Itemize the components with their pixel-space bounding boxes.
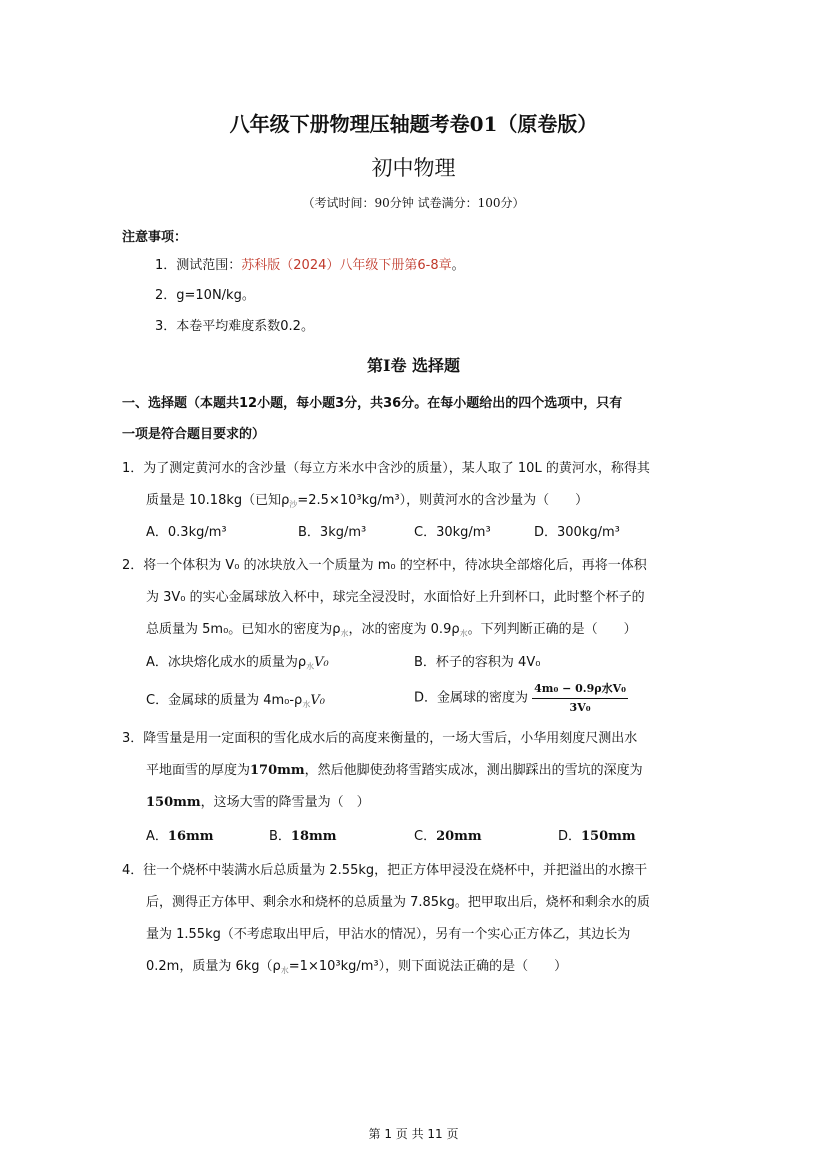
q3-option-c [414,828,482,846]
q3-option-d-value: 150mm [581,829,636,844]
q2-line-2: 为 3V₀ 的实心金属球放入杯中，球完全浸没时，水面恰好上升到杯口，此时整个杯子的 [146,590,645,605]
exam-info: （考试时间：90分钟 试卷满分：100分） [302,196,525,210]
q1-line-2 [146,492,588,514]
q2-line-1: 2．将一个体积为 V₀ 的冰块放入一个质量为 m₀ 的空杯中，待冰块全部熔化后，再将一体积 [122,558,647,573]
q4-line-3: 量为 1.55kg（不考虑取出甲后，甲沾水的情况），另有一个实心正方体乙，其边长为 [146,927,631,942]
q2-line-3-b: ，冰的密度为 0.9ρ [348,622,460,637]
q3-option-d [558,828,636,846]
q2-option-b: B．杯子的容积为 4V₀ [414,655,541,670]
q3-line-2 [146,762,643,780]
q2-option-d [414,680,628,717]
q3-option-c-label: C． [414,829,437,844]
notes-item-1 [155,257,465,275]
q3-pit-depth: 150mm [146,795,201,810]
q2-option-d-fraction [532,680,628,717]
q2-option-c-var: V₀ [310,693,325,708]
q2-rho-subscript-1: 水 [340,629,349,638]
q4-line-2: 后，测得正方体甲、剩余水和烧杯的总质量为 7.85kg。把甲取出后，烧杯和剩余水的质 [146,895,650,910]
q1-option-b: B．3kg/m³ [298,525,367,540]
q2-option-c-subscript: 水 [302,700,311,709]
part-instructions-line-2: 一项是符合题目要求的） [122,427,266,442]
q2-fraction-numerator: 4m₀ − 0.9ρ水V₀ [532,680,628,699]
q3-line-2-a: 平地面雪的厚度为 [146,763,251,778]
q2-option-a-text: A．冰块熔化成水的质量为ρ [146,655,307,670]
q1-rho-subscript: 沙 [289,500,298,509]
q3-option-d-label: D． [558,829,582,844]
notes-item-3: 3．本卷平均难度系数0.2。 [155,319,314,334]
q3-line-3 [146,794,370,812]
notes-item-1-highlight: 苏科版（2024）八年级下册第6-8章 [241,258,452,273]
section-title: 第Ⅰ卷 选择题 [366,356,461,375]
q1-line-2-b: =2.5×10³kg/m³），则黄河水的含沙量为（ ） [297,493,589,508]
q2-rho-subscript-2: 水 [459,629,468,638]
q3-option-a-value: 16mm [167,829,214,844]
q2-option-a-subscript: 水 [306,662,315,671]
q1-option-d: D．300kg/m³ [534,525,620,540]
q3-option-b-value: 18mm [290,829,337,844]
q4-rho-subscript: 水 [280,966,289,975]
q3-line-1: 3．降雪量是用一定面积的雪化成水后的高度来衡量的，一场大雪后，小华用刻度尺测出水 [122,731,638,746]
q2-option-a [146,654,329,676]
q3-line-2-b: ，然后他脚使劲将雪踏实成冰，测出脚踩出的雪坑的深度为 [304,763,643,778]
q3-option-a [146,828,214,846]
q3-line-3-b: ，这场大雪的降雪量为（ ） [200,795,370,810]
q1-line-1: 1．为了测定黄河水的含沙量（每立方米水中含沙的质量），某人取了 10L 的黄河水，称得其 [122,461,650,476]
notes-item-1-prefix: 1．测试范围： [155,258,242,273]
page-footer: 第 1 页 共 11 页 [368,1127,459,1141]
q1-line-2-a: 质量是 10.18kg（已知ρ [146,493,290,508]
q4-line-4-b: =1×10³kg/m³），则下面说法正确的是（ ） [288,959,568,974]
q4-line-4-a: 0.2m，质量为 6kg（ρ [146,959,281,974]
q2-option-a-var: V₀ [314,655,329,670]
notes-item-2: 2．g=10N/kg。 [155,288,255,303]
q3-option-b-label: B． [269,829,291,844]
document-title: 八年级下册物理压轴题考卷01（原卷版） [229,112,598,136]
part-instructions-line-1: 一、选择题（本题共12小题，每小题3分，共36分。在每小题给出的四个选项中，只有 [122,396,623,411]
q2-option-d-text: D．金属球的密度为 [414,690,529,706]
q4-line-1: 4．往一个烧杯中装满水后总质量为 2.55kg，把正方体甲浸没在烧杯中，并把溢出的水擦干 [122,863,648,878]
q3-option-c-value: 20mm [436,829,482,844]
notes-item-1-suffix: 。 [451,258,465,273]
q2-line-3-a: 总质量为 5m₀。已知水的密度为ρ [146,622,341,637]
document-subtitle: 初中物理 [371,156,456,180]
q1-option-c: C．30kg/m³ [414,525,491,540]
q2-option-c [146,692,325,714]
q3-option-a-label: A． [146,829,168,844]
q4-line-4 [146,958,567,980]
q3-snow-thickness: 170mm [250,763,305,778]
q3-option-b [269,828,337,846]
q1-option-a: A．0.3kg/m³ [146,525,227,540]
q2-fraction-denominator: 3V₀ [569,701,591,714]
q2-line-3 [146,621,637,643]
q2-option-c-text: C．金属球的质量为 4m₀-ρ [146,693,303,708]
q2-line-3-c: 。下列判断正确的是（ ） [467,622,637,637]
notes-heading: 注意事项： [122,230,188,245]
